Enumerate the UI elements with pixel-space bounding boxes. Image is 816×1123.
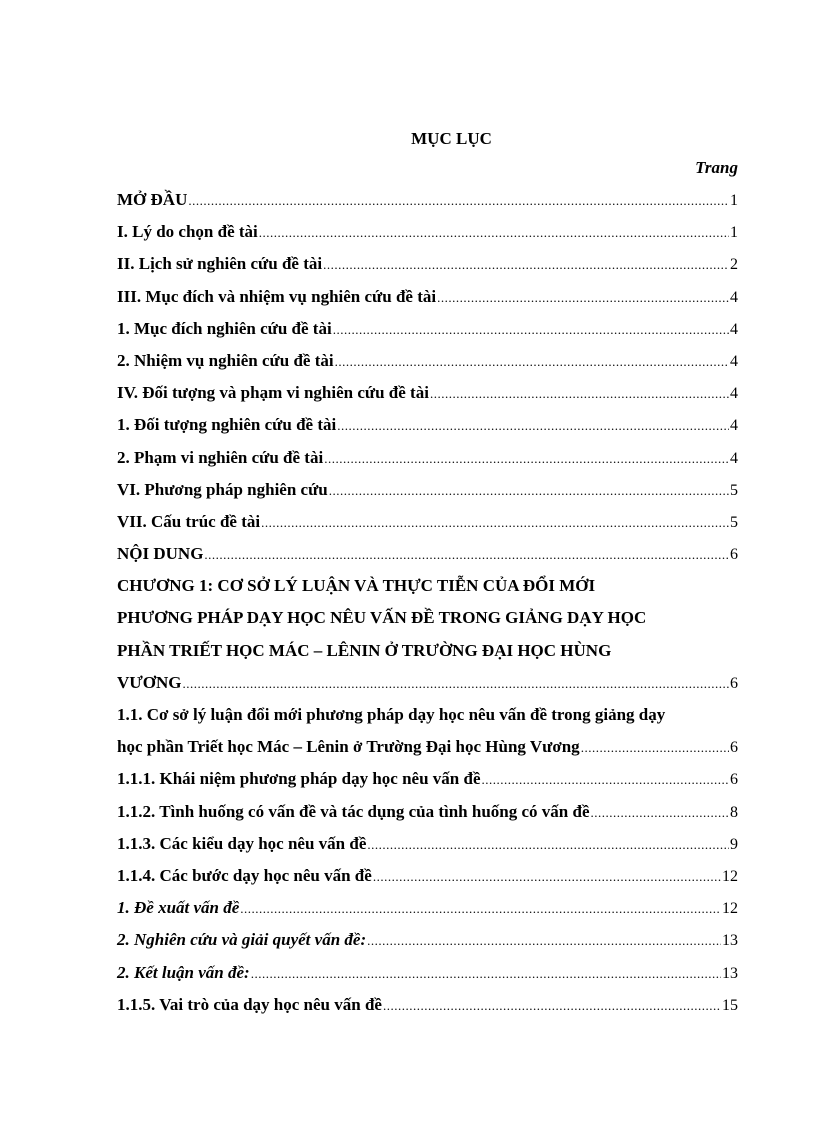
entry-page-number: 5 <box>730 513 738 531</box>
entry-label: 1.1.3. Các kiểu dạy học nêu vấn đề <box>117 833 367 853</box>
dot-leader <box>329 475 729 507</box>
dot-leader <box>430 378 729 410</box>
dot-leader <box>324 443 729 475</box>
toc-entry[interactable] <box>117 409 738 441</box>
dot-leader <box>482 764 730 796</box>
entry-label: NỘI DUNG <box>117 544 204 564</box>
toc-entry[interactable] <box>117 216 738 248</box>
entry-page-number: 4 <box>730 417 738 435</box>
entry-label: 2. Kết luận vấn đề: <box>117 962 250 982</box>
dot-leader <box>333 314 729 346</box>
entry-page-number: 4 <box>730 449 738 467</box>
entry-label: 1.1.5. Vai trò của dạy học nêu vấn đề <box>117 994 382 1014</box>
dot-leader <box>259 217 729 249</box>
toc-entry[interactable] <box>117 345 738 377</box>
dot-leader <box>367 829 729 861</box>
toc-entry[interactable] <box>117 506 738 538</box>
dot-leader <box>367 925 721 957</box>
entry-label: 1. Đối tượng nghiên cứu đề tài <box>117 415 337 435</box>
entry-label: 2. Nghiên cứu và giải quyết vấn đề: <box>117 930 367 950</box>
entry-label: 2. Nhiệm vụ nghiên cứu đề tài <box>117 350 334 370</box>
entry-page-number: 5 <box>730 481 738 499</box>
entry-label: 1.1.1. Khái niệm phương pháp dạy học nêu vấn đề <box>117 769 481 789</box>
dot-leader <box>383 990 721 1022</box>
entry-label: 1.1.2. Tình huống có vấn đề và tác dụng của tình huống có vấn đề <box>117 801 590 821</box>
entry-page-number: 2 <box>730 256 738 274</box>
toc-entry[interactable] <box>117 796 738 828</box>
toc-entry[interactable] <box>117 248 738 280</box>
entry-label: III. Mục đích và nhiệm vụ nghiên cứu đề tài <box>117 286 437 306</box>
dot-leader <box>335 346 729 378</box>
toc-entry[interactable] <box>117 828 738 860</box>
entry-page-number: 6 <box>730 771 738 789</box>
page-title: MỤC LỤC <box>411 129 492 148</box>
entry-page-number: 1 <box>730 224 738 242</box>
entry-label: IV. Đối tượng và phạm vi nghiên cứu đề tài <box>117 383 429 403</box>
toc-entry[interactable] <box>117 924 738 956</box>
table-of-contents-page <box>117 126 738 1021</box>
toc-entry[interactable] <box>117 442 738 474</box>
entry-label: 1. Đề xuất vấn đề <box>117 898 240 918</box>
entry-label: VƯƠNG <box>117 672 182 692</box>
entry-page-number: 6 <box>730 674 738 692</box>
entry-page-number: 13 <box>722 932 738 950</box>
toc-list <box>117 184 738 1021</box>
page-column-header: Trang <box>695 158 738 177</box>
dot-leader <box>204 539 729 571</box>
entry-page-number: 13 <box>722 964 738 982</box>
toc-entry[interactable] <box>117 989 738 1021</box>
entry-label: VI. Phương pháp nghiên cứu <box>117 479 328 499</box>
chapter-title-line: PHẦN TRIẾT HỌC MÁC – LÊNIN Ở TRƯỜNG ĐẠI HỌC HÙNG <box>117 640 612 660</box>
chapter-title-line: PHƯƠNG PHÁP DẠY HỌC NÊU VẤN ĐỀ TRONG GIẢNG DẠY HỌC <box>117 608 647 628</box>
entry-page-number: 4 <box>730 320 738 338</box>
section-title-last-line <box>117 731 738 763</box>
section-title-line: 1.1. Cơ sở lý luận đổi mới phương pháp dạy học nêu vấn đề trong giảng dạy <box>117 705 666 724</box>
entry-page-number: 12 <box>722 900 738 918</box>
entry-page-number: 4 <box>730 288 738 306</box>
toc-entry-chapter-1[interactable] <box>117 570 738 699</box>
dot-leader <box>581 732 729 764</box>
entry-page-number: 4 <box>730 352 738 370</box>
entry-page-number: 6 <box>730 546 738 564</box>
entry-page-number: 6 <box>730 739 738 757</box>
entry-label: II. Lịch sử nghiên cứu đề tài <box>117 254 323 274</box>
toc-entry[interactable] <box>117 860 738 892</box>
toc-entry[interactable] <box>117 281 738 313</box>
dot-leader <box>183 668 729 700</box>
dot-leader <box>373 861 721 893</box>
entry-label: MỞ ĐẦU <box>117 190 188 209</box>
entry-label: I. Lý do chọn đề tài <box>117 222 258 242</box>
dot-leader <box>261 507 729 539</box>
toc-entry[interactable] <box>117 892 738 924</box>
toc-entry[interactable] <box>117 377 738 409</box>
dot-leader <box>437 282 729 314</box>
toc-entry[interactable] <box>117 313 738 345</box>
toc-entry-section-1-1[interactable] <box>117 699 738 763</box>
chapter-title-line: CHƯƠNG 1: CƠ SỞ LÝ LUẬN VÀ THỰC TIỄN CỦA ĐỔI MỚI <box>117 576 596 596</box>
entry-page-number: 12 <box>722 867 738 885</box>
entry-page-number: 1 <box>730 192 738 209</box>
dot-leader <box>591 797 729 829</box>
dot-leader <box>251 958 721 990</box>
entry-page-number: 15 <box>722 996 738 1014</box>
toc-entry[interactable] <box>117 474 738 506</box>
chapter-title-last-line <box>117 667 738 699</box>
toc-entry[interactable] <box>117 184 738 216</box>
entry-page-number: 4 <box>730 385 738 403</box>
toc-entry[interactable] <box>117 957 738 989</box>
entry-label: 1. Mục đích nghiên cứu đề tài <box>117 318 332 338</box>
dot-leader <box>323 249 729 281</box>
toc-entry[interactable] <box>117 763 738 795</box>
dot-leader <box>188 185 729 217</box>
entry-label: 2. Phạm vi nghiên cứu đề tài <box>117 447 324 467</box>
dot-leader <box>240 893 721 925</box>
entry-label: 1.1.4. Các bước dạy học nêu vấn đề <box>117 865 372 885</box>
entry-label: học phần Triết học Mác – Lênin ở Trường Đại học Hùng Vương <box>117 737 580 757</box>
dot-leader <box>337 410 729 442</box>
entry-label: VII. Cấu trúc đề tài <box>117 511 261 531</box>
entry-page-number: 8 <box>730 803 738 821</box>
entry-page-number: 9 <box>730 835 738 853</box>
toc-entry[interactable] <box>117 538 738 570</box>
